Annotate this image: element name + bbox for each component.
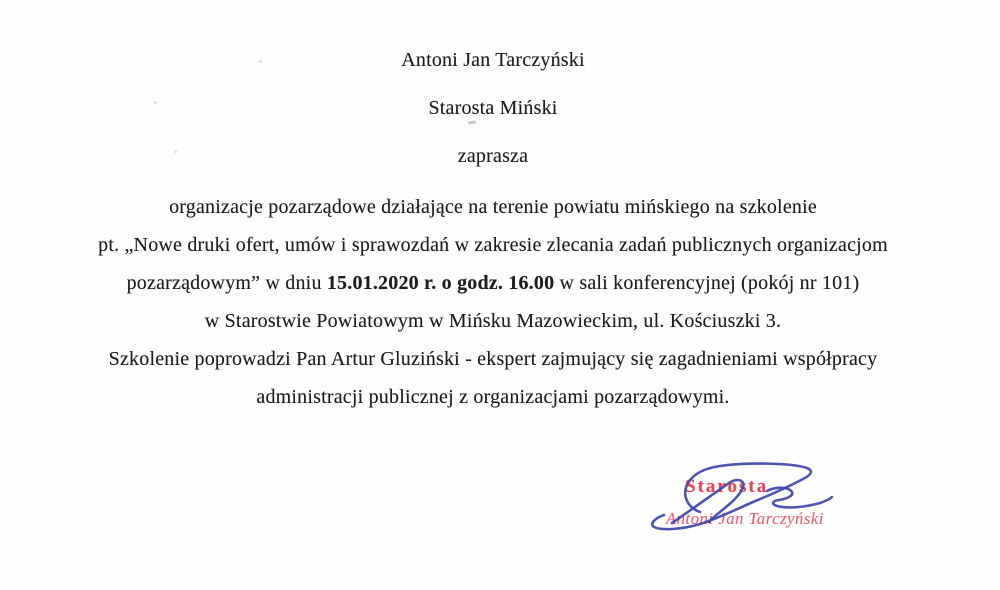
body-line-3-suffix: w sali konferencyjnej (pokój nr 101) [554,272,860,294]
body-line-4: w Starostwie Powiatowym w Mińsku Mazowieckim, ul. Kościuszki 3. [204,310,782,332]
body-line-6: administracji publicznej z organizacjami pozarządowymi. [256,386,730,408]
body-line-5: Szkolenie poprowadzi Pan Artur Gluziński - ekspert zajmujący się zagadnieniami współpracy [108,348,878,370]
stamp-name-text: Antoni Jan Tarczyński [666,509,825,528]
signature-block [640,450,940,570]
stamp-title-text: Starosta [685,476,769,497]
scan-speck [259,60,262,63]
scan-speck [174,150,177,153]
letter-body [0,188,986,416]
letter-text [0,36,986,416]
body-line-1: organizacje pozarządowe działające na terenie powiatu mińskiego na szkolenie [169,196,817,218]
author-title: Starosta Miński [428,97,558,119]
scan-speck [154,101,157,104]
event-datetime: 15.01.2020 r. o godz. 16.00 [326,272,555,294]
body-line-3-prefix: pozarządowym” w dniu [126,272,327,294]
signature-ink [640,450,940,570]
body-line-2: pt. „Nowe druki ofert, umów i sprawozdań w zakresie zlecania zadań publicznych organizacjom [98,234,888,256]
body-line-3 [0,264,986,302]
invites-word: zaprasza [457,145,529,167]
author-name: Antoni Jan Tarczyński [401,49,585,71]
